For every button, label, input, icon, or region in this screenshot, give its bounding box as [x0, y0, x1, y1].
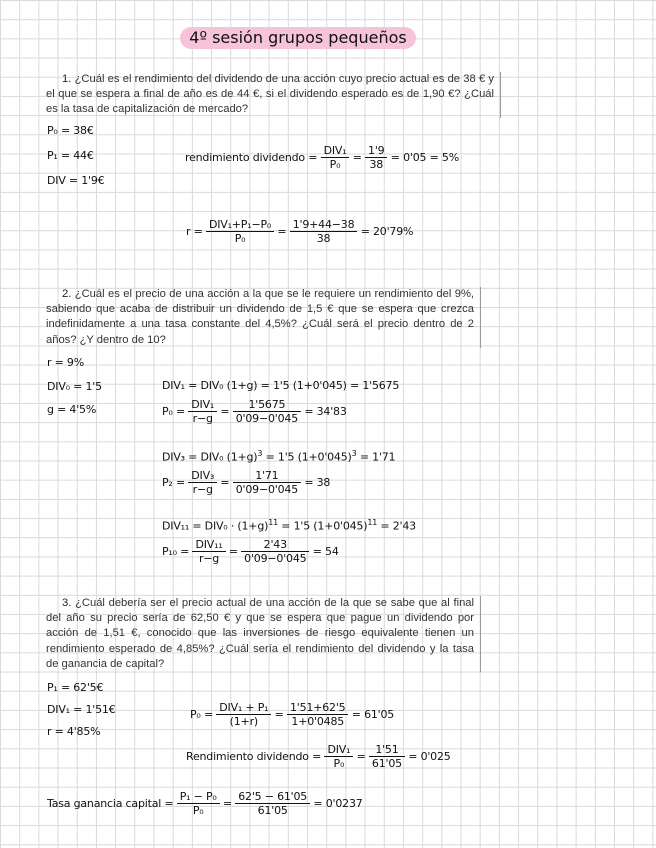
q2-div3-line: DIV₃ = DIV₀ $(1+g)^3 = 1'5$ $(1+0'045)^3 = 1'71$ [162, 449, 396, 464]
q2-div11-line: $DIV_{11} = DIV_0 \cdot (1+g)^{11} = 1'5$ $(1+0'045)^{11} = 2'43$ [162, 518, 416, 533]
q2-p2-formula: P₂ = $\frac{\text{DIV₃}}{r-g}$ = $\frac{1'71}{0'09-0'045}$ = 38 [162, 469, 331, 496]
q3-data-r: r = 4'85% [47, 725, 101, 738]
q3-p0-formula: P₀ = $\frac{\text{DIV₁ + P₁}}{(1+r)}$ = $\frac{1'51+62'5}{1+0'0485}$ = 61'05 [190, 701, 395, 728]
question-3-number: 3. [62, 597, 72, 609]
question-1-body: ¿Cuál es el rendimiento del dividendo de una acción cuyo precio actual es de 38 € y el que se espera a final de año es de 44 €, si el dividendo esperado es de 1,90 €? ¿Cuál es la tasa de capitalización de mercado? [46, 73, 494, 116]
q3-dividend-yield-formula: Rendimiento dividendo = $\frac{\text{DIV₁}}{\text{P₀}}$ = $\frac{1'51}{61'05}$ = 0'025 [186, 743, 451, 770]
q2-data-g: g = 4'5% [47, 403, 97, 416]
question-1-text [46, 72, 501, 118]
q1-data-div: DIV = 1'9€ [47, 174, 105, 187]
q3-data-div1: DIV₁ = 1'51€ [47, 703, 116, 716]
q2-p10-formula: P₁₀ = $\frac{\text{DIV₁₁}}{r-g}$ = $\frac{2'43}{0'09-0'045}$ = 54 [162, 538, 339, 565]
q3-capital-gain-formula: Tasa ganancia capital = $\frac{\text{P₁ − P₀}}{\text{P₀}}$ = $\frac{62'5 - 61'05}{61'05}$ = 0'0237 [47, 790, 363, 817]
page-title: 4º sesión grupos pequeños [180, 27, 416, 49]
q1-data-p0: P₀ = 38€ [47, 124, 94, 137]
q2-p0-formula: P₀ = $\frac{\text{DIV₁}}{r-g}$ = $\frac{1'5675}{0'09-0'045}$ = 34'83 [162, 398, 347, 425]
question-2-text [46, 287, 481, 348]
question-3-text [46, 596, 481, 672]
question-1-number: 1. [62, 73, 72, 85]
question-3-body: ¿Cuál debería ser el precio actual de una acción de la que se sabe que al final del año su precio sería de 62,50 € y que se espera que pague un dividendo por acción de 1,51 €, conocido que las inversiones de riesgo equivalente tienen un rendimiento esperado de 4,85%? ¿Cuál sería el rendimiento del dividendo y la tasa de ganancia de capital? [46, 597, 474, 670]
q2-div1-line: DIV₁ = DIV₀ (1+g) = 1'5 (1+0'045) = 1'5675 [162, 379, 400, 392]
question-2-body: ¿Cuál es el precio de una acción a la que se le requiere un rendimiento del 9%, sabiendo que acaba de distribuir un dividendo de 1,5 € que se espera que crezca indefinidamente a una tasa constante del 4,5%? ¿Cuál será el precio dentro de 2 años? ¿Y dentro de 10? [46, 288, 474, 346]
q2-data-div0: DIV₀ = 1'5 [47, 380, 102, 393]
q1-data-p1: P₁ = 44€ [47, 149, 94, 162]
q1-capitalization-rate-formula: r = $\frac{\text{DIV₁+P₁−P₀}}{\text{P₀}}$ = $\frac{1'9+44-38}{38}$ = 20'79% [186, 218, 414, 245]
q3-data-p1: P₁ = 62'5€ [47, 681, 104, 694]
question-2-number: 2. [62, 288, 72, 300]
q1-dividend-yield-formula: rendimiento dividendo = $\frac{\text{DIV₁}}{\text{P₀}}$ = $\frac{1'9}{38}$ = 0'05 = 5% [185, 144, 459, 171]
q2-data-r: r = 9% [47, 356, 84, 369]
